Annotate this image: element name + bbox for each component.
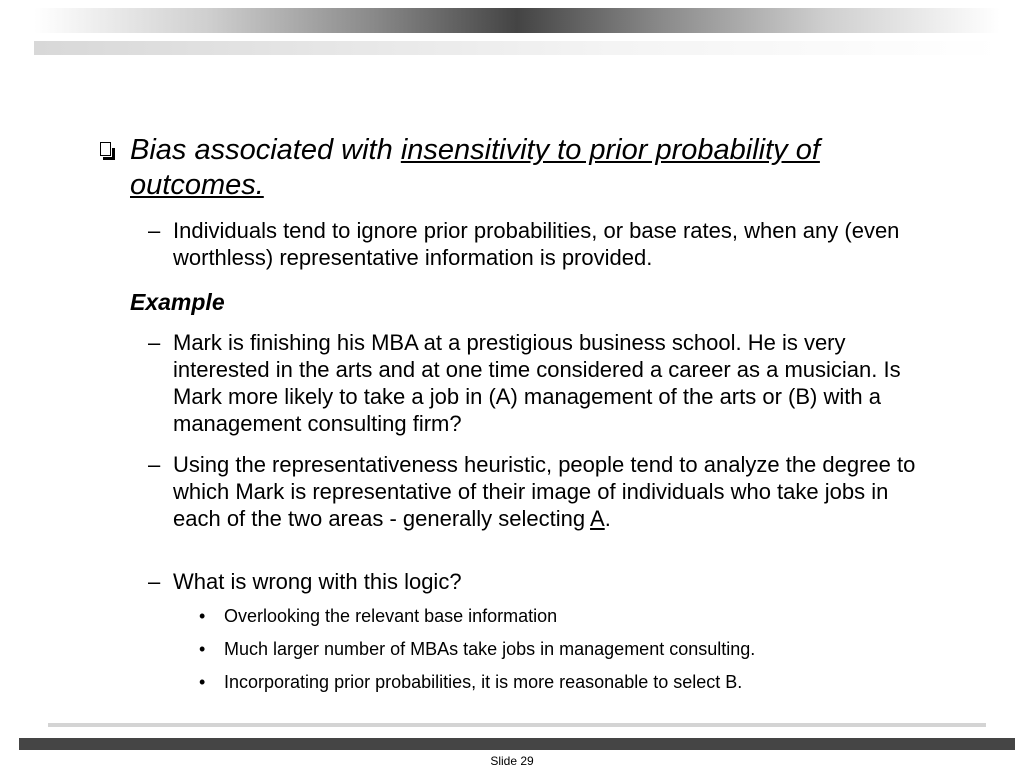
example-point-text — [173, 451, 923, 532]
point-text: Individuals tend to ignore prior probabilities, or base rates, when any (even worthless) representative information is provided. — [173, 218, 900, 270]
example-point-text: What is wrong with this logic? — [173, 569, 462, 594]
footer-rule — [48, 723, 986, 727]
example-label: Example — [130, 289, 225, 315]
dash-bullet: – — [148, 218, 161, 243]
dot-bullet: • — [199, 672, 206, 692]
dash-bullet: – — [148, 330, 161, 355]
heading-underlined: insensitivity to prior probability of outcomes. — [130, 134, 820, 201]
dot-bullet: • — [199, 606, 206, 626]
sub-bullet-text: Overlooking the relevant base information — [224, 606, 558, 626]
dash-bullet: – — [148, 569, 161, 594]
heading-prefix: Bias associated with — [130, 134, 401, 166]
dot-bullet: • — [199, 639, 206, 659]
header-sub-bar — [34, 41, 1000, 55]
main-bullet-text — [130, 133, 920, 203]
selected-suffix: . — [604, 506, 611, 531]
footer-bar — [19, 738, 1015, 750]
sub-bullet-text: Much larger number of MBAs take jobs in management consulting. — [224, 639, 756, 659]
example-point-body: Using the representativeness heuristic, people tend to analyze the degree to which Mark is representative of their image of individuals who take jobs in each of the two areas - generally selecting — [173, 452, 916, 531]
header-gradient-bar — [34, 8, 1000, 33]
example-point-text: Mark is finishing his MBA at a prestigious business school. He is very interested in the arts and at one time considered a career as a musician. Is Mark more likely to take a job in (A) management of the arts or (B) with a management consulting firm? — [173, 330, 901, 436]
slide-number: Slide 29 — [490, 754, 534, 768]
sub-bullet-text: Incorporating prior probabilities, it is more reasonable to select B. — [224, 672, 743, 692]
checkbox-bullet-icon — [100, 142, 111, 156]
selected-letter: A — [590, 506, 605, 531]
dash-bullet: – — [148, 452, 161, 477]
